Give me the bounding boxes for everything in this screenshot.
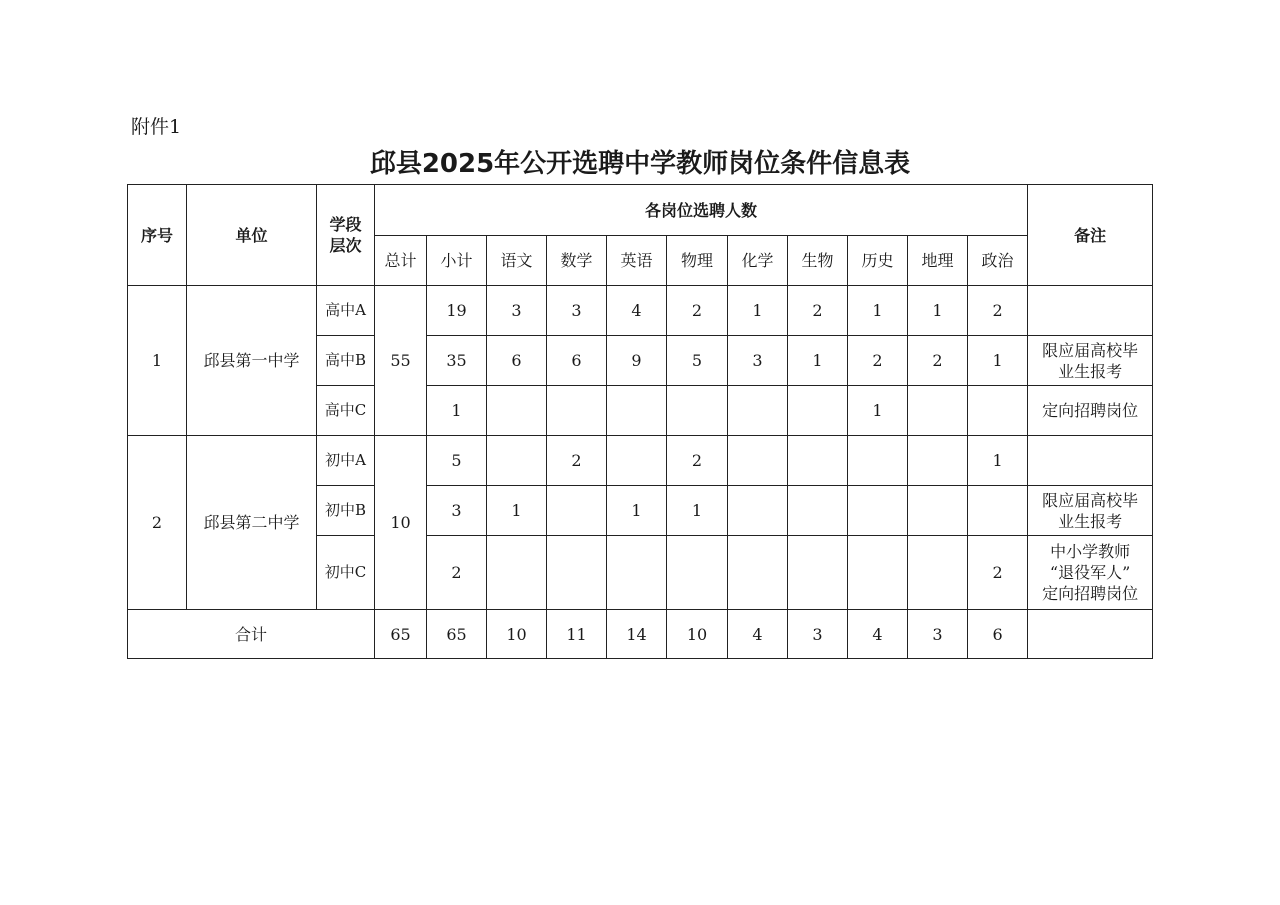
- cell-english: 9: [607, 336, 667, 386]
- cell-math: 3: [547, 286, 607, 336]
- cell-english: 1: [607, 486, 667, 536]
- remark-line: 中小学教师: [1050, 542, 1131, 561]
- totals-label: 合计: [128, 610, 375, 659]
- cell-subtotal: 19: [427, 286, 487, 336]
- totals-geography: 3: [908, 610, 968, 659]
- table-row: [128, 436, 1153, 486]
- totals-total: 65: [375, 610, 427, 659]
- totals-remark: [1028, 610, 1153, 659]
- cell-subtotal: 35: [427, 336, 487, 386]
- row-total: 10: [375, 436, 427, 610]
- cell-chemistry: [728, 536, 788, 610]
- cell-chemistry: 3: [728, 336, 788, 386]
- attachment-label: 附件1: [131, 116, 182, 138]
- header-col-history: 历史: [848, 236, 908, 286]
- header-col-biology: 生物: [788, 236, 848, 286]
- cell-math: [547, 486, 607, 536]
- cell-physics: [667, 386, 728, 436]
- totals-chemistry: 4: [728, 610, 788, 659]
- cell-history: [848, 436, 908, 486]
- row-unit: 邱县第二中学: [187, 436, 317, 610]
- cell-physics: 5: [667, 336, 728, 386]
- header-level: [317, 185, 375, 286]
- header-col-politics: 政治: [968, 236, 1028, 286]
- cell-chemistry: [728, 486, 788, 536]
- totals-subtotal: 65: [427, 610, 487, 659]
- cell-physics: 2: [667, 436, 728, 486]
- cell-biology: 1: [788, 336, 848, 386]
- header-col-chinese: 语文: [487, 236, 547, 286]
- header-col-english: 英语: [607, 236, 667, 286]
- cell-biology: [788, 386, 848, 436]
- remark-line: 业生报考: [1058, 511, 1123, 531]
- cell-english: [607, 536, 667, 610]
- cell-subtotal: 2: [427, 536, 487, 610]
- row-unit: 邱县第一中学: [187, 286, 317, 436]
- cell-chinese: 6: [487, 336, 547, 386]
- cell-history: 1: [848, 286, 908, 336]
- cell-subtotal: 3: [427, 486, 487, 536]
- row-index: 2: [128, 436, 187, 610]
- cell-chinese: [487, 536, 547, 610]
- cell-politics: 2: [968, 286, 1028, 336]
- row-level: 高中B: [317, 336, 375, 386]
- table-row: [128, 286, 1153, 336]
- cell-math: 6: [547, 336, 607, 386]
- cell-remark: [1028, 486, 1153, 536]
- cell-politics: 2: [968, 536, 1028, 610]
- cell-geography: [908, 536, 968, 610]
- row-level: 初中A: [317, 436, 375, 486]
- remark-line: 业生报考: [1058, 361, 1123, 381]
- cell-chinese: [487, 436, 547, 486]
- cell-math: 2: [547, 436, 607, 486]
- cell-math: [547, 386, 607, 436]
- header-row-1: [128, 185, 1153, 236]
- row-total: 55: [375, 286, 427, 436]
- header-col-subtotal: 小计: [427, 236, 487, 286]
- cell-geography: 1: [908, 286, 968, 336]
- header-unit: 单位: [187, 185, 317, 286]
- header-level-line1: 学段: [329, 215, 362, 234]
- row-level: 高中C: [317, 386, 375, 436]
- row-index: 1: [128, 286, 187, 436]
- header-col-physics: 物理: [667, 236, 728, 286]
- totals-chinese: 10: [487, 610, 547, 659]
- totals-math: 11: [547, 610, 607, 659]
- header-level-line2: 层次: [329, 236, 362, 255]
- remark-line: 限应届高校毕: [1042, 490, 1139, 510]
- cell-physics: 2: [667, 286, 728, 336]
- cell-english: 4: [607, 286, 667, 336]
- totals-english: 14: [607, 610, 667, 659]
- header-index: 序号: [128, 185, 187, 286]
- cell-geography: 2: [908, 336, 968, 386]
- cell-biology: [788, 536, 848, 610]
- row-level: 初中B: [317, 486, 375, 536]
- cell-geography: [908, 486, 968, 536]
- cell-subtotal: 1: [427, 386, 487, 436]
- cell-english: [607, 386, 667, 436]
- cell-english: [607, 436, 667, 486]
- cell-history: 2: [848, 336, 908, 386]
- page-title: 邱县2025年公开选聘中学教师岗位条件信息表: [369, 149, 911, 179]
- header-remarks: 备注: [1028, 185, 1153, 286]
- cell-history: [848, 536, 908, 610]
- header-col-chemistry: 化学: [728, 236, 788, 286]
- cell-physics: [667, 536, 728, 610]
- cell-remark: [1028, 536, 1153, 610]
- cell-history: 1: [848, 386, 908, 436]
- remark-line: “退役军人”: [1049, 563, 1131, 582]
- cell-chinese: 1: [487, 486, 547, 536]
- header-col-math: 数学: [547, 236, 607, 286]
- positions-table: [127, 184, 1153, 659]
- cell-remark: [1028, 436, 1153, 486]
- cell-politics: 1: [968, 336, 1028, 386]
- cell-remark: [1028, 286, 1153, 336]
- cell-politics: 1: [968, 436, 1028, 486]
- cell-politics: [968, 386, 1028, 436]
- row-level: 高中A: [317, 286, 375, 336]
- cell-politics: [968, 486, 1028, 536]
- totals-politics: 6: [968, 610, 1028, 659]
- totals-biology: 3: [788, 610, 848, 659]
- remark-line: 定向招聘岗位: [1042, 401, 1139, 420]
- remark-line: 定向招聘岗位: [1042, 584, 1139, 603]
- header-col-total: 总计: [375, 236, 427, 286]
- cell-biology: [788, 486, 848, 536]
- cell-remark: [1028, 386, 1153, 436]
- cell-subtotal: 5: [427, 436, 487, 486]
- cell-history: [848, 486, 908, 536]
- cell-chemistry: 1: [728, 286, 788, 336]
- cell-biology: 2: [788, 286, 848, 336]
- totals-history: 4: [848, 610, 908, 659]
- header-col-geography: 地理: [908, 236, 968, 286]
- cell-chinese: [487, 386, 547, 436]
- cell-physics: 1: [667, 486, 728, 536]
- row-level: 初中C: [317, 536, 375, 610]
- totals-physics: 10: [667, 610, 728, 659]
- cell-geography: [908, 436, 968, 486]
- header-group: 各岗位选聘人数: [375, 185, 1028, 236]
- totals-row: [128, 610, 1153, 659]
- cell-geography: [908, 386, 968, 436]
- cell-chemistry: [728, 386, 788, 436]
- cell-chemistry: [728, 436, 788, 486]
- cell-math: [547, 536, 607, 610]
- cell-chinese: 3: [487, 286, 547, 336]
- cell-biology: [788, 436, 848, 486]
- cell-remark: [1028, 336, 1153, 386]
- remark-line: 限应届高校毕: [1042, 340, 1139, 360]
